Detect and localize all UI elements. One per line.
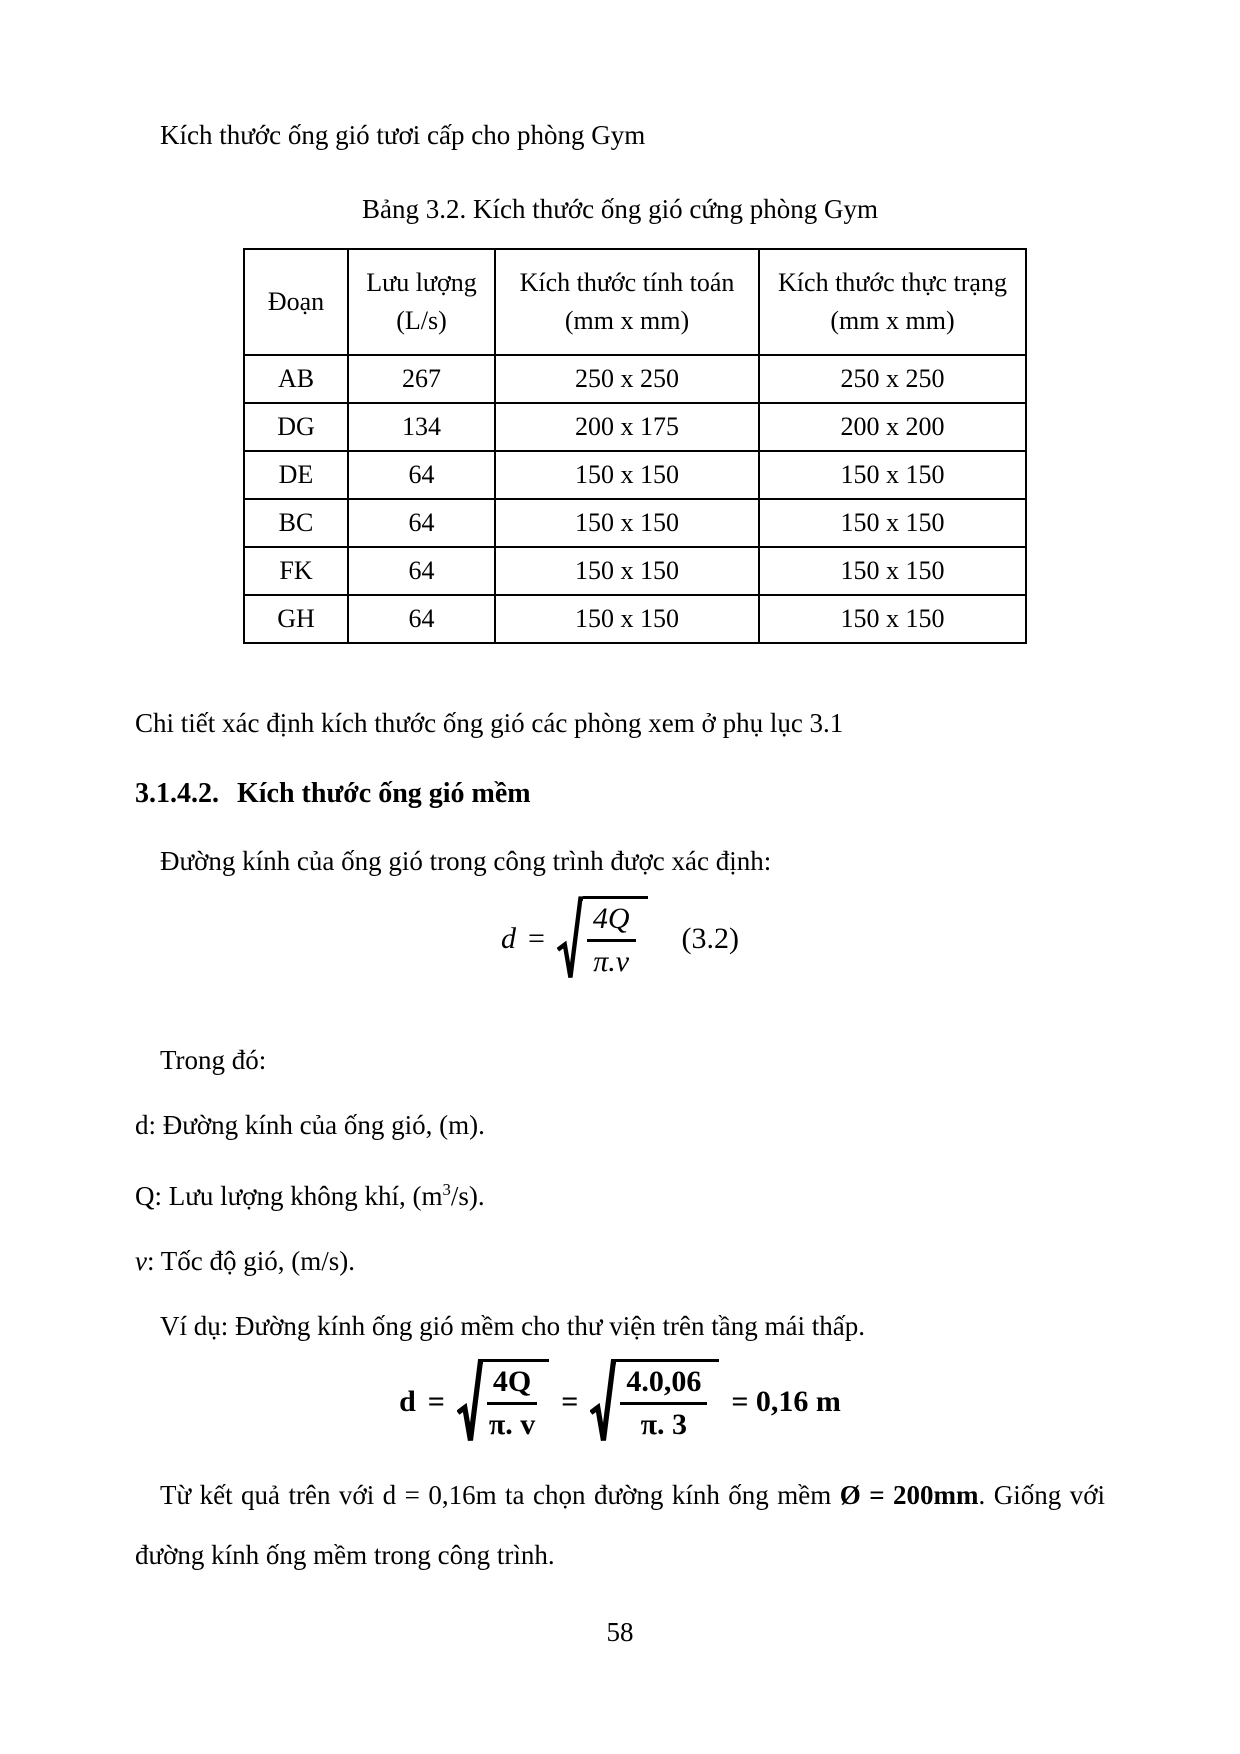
table-cell: 150 x 150 bbox=[759, 595, 1026, 643]
trong-do-label: Trong đó: bbox=[160, 1044, 267, 1075]
table-cell: BC bbox=[244, 499, 348, 547]
table-cell: AB bbox=[244, 355, 348, 403]
duct-size-table bbox=[243, 248, 1027, 644]
diameter-value: Ø = 200mm bbox=[839, 1480, 979, 1511]
table-row bbox=[244, 355, 1026, 403]
table-row bbox=[244, 499, 1026, 547]
page-number: 58 bbox=[606, 1617, 634, 1648]
table-row bbox=[244, 547, 1026, 595]
section-number: 3.1.4.2. bbox=[135, 778, 219, 809]
example-formula bbox=[135, 1359, 1105, 1446]
equals-sign: = bbox=[427, 1384, 445, 1418]
diameter-intro-text: Đường kính của ống gió trong công trình được xác định: bbox=[160, 846, 772, 876]
table-cell: 150 x 150 bbox=[495, 499, 759, 547]
conclusion-paragraph: Từ kết quả trên với d = 0,16m ta chọn đường kính ống mềm Ø = 200mm. Giống với đường kính ống mềm trong công trình. bbox=[135, 1480, 1106, 1571]
table-header-row bbox=[244, 249, 1026, 355]
section-heading bbox=[135, 776, 1105, 812]
table-cell: 150 x 150 bbox=[759, 451, 1026, 499]
header-cell-doan: Đoạn bbox=[244, 249, 348, 355]
table-cell: 150 x 150 bbox=[759, 547, 1026, 595]
table-caption: Bảng 3.2. Kích thước ống gió cứng phòng Gym bbox=[362, 194, 878, 224]
intro-text: Kích thước ống gió tươi cấp cho phòng Gym bbox=[160, 120, 646, 150]
radical-icon bbox=[557, 896, 583, 983]
table-cell: 150 x 150 bbox=[495, 595, 759, 643]
table-cell: 64 bbox=[348, 547, 495, 595]
table-cell: 267 bbox=[348, 355, 495, 403]
fraction bbox=[620, 1365, 707, 1442]
radical-icon bbox=[590, 1359, 616, 1446]
table-cell: 150 x 150 bbox=[495, 451, 759, 499]
equals-sign: = bbox=[561, 1384, 579, 1418]
table-row bbox=[244, 451, 1026, 499]
radicand bbox=[583, 896, 648, 983]
fraction-numerator: 4.0,06 bbox=[620, 1365, 707, 1405]
table-cell: 200 x 200 bbox=[759, 403, 1026, 451]
definition-d: d: Đường kính của ống gió, (m). bbox=[135, 1109, 485, 1140]
table-cell: 64 bbox=[348, 499, 495, 547]
appendix-note: Chi tiết xác định kích thước ống gió các phòng xem ở phụ lục 3.1 bbox=[135, 708, 844, 738]
header-cell-thuc-trang: Kích thước thực trạng (mm x mm) bbox=[759, 249, 1026, 355]
table-cell: GH bbox=[244, 595, 348, 643]
table-row bbox=[244, 595, 1026, 643]
table-cell: DE bbox=[244, 451, 348, 499]
fraction-denominator: π.v bbox=[593, 945, 630, 978]
table-cell: 250 x 250 bbox=[495, 355, 759, 403]
square-root bbox=[457, 1359, 549, 1446]
table-cell: FK bbox=[244, 547, 348, 595]
example-text: Ví dụ: Đường kính ống gió mềm cho thư viện trên tầng mái thấp. bbox=[160, 1310, 865, 1341]
square-root bbox=[557, 896, 648, 983]
superscript-3: 3 bbox=[442, 1179, 451, 1199]
fraction bbox=[587, 902, 636, 979]
v-variable: v bbox=[135, 1245, 147, 1276]
section-title: Kích thước ống gió mềm bbox=[237, 778, 531, 809]
table-cell: DG bbox=[244, 403, 348, 451]
square-root bbox=[590, 1359, 719, 1446]
radical-icon bbox=[457, 1359, 483, 1446]
equals-sign: = bbox=[527, 922, 545, 956]
header-cell-luu-luong: Lưu lượng (L/s) bbox=[348, 249, 495, 355]
formula-3-2 bbox=[135, 896, 1105, 983]
fraction bbox=[487, 1365, 537, 1442]
header-cell-tinh-toan: Kích thước tính toán (mm x mm) bbox=[495, 249, 759, 355]
fraction-denominator: π. v bbox=[488, 1407, 536, 1441]
table-cell: 250 x 250 bbox=[759, 355, 1026, 403]
radicand bbox=[616, 1359, 719, 1446]
formula-lhs: d bbox=[500, 922, 516, 956]
radicand bbox=[483, 1359, 549, 1446]
table-row bbox=[244, 403, 1026, 451]
table-cell: 64 bbox=[348, 451, 495, 499]
table-cell: 134 bbox=[348, 403, 495, 451]
table-cell: 150 x 150 bbox=[495, 547, 759, 595]
fraction-numerator: 4Q bbox=[487, 1365, 537, 1405]
equation-number: (3.2) bbox=[681, 922, 740, 956]
fraction-numerator: 4Q bbox=[587, 902, 636, 942]
table-cell: 64 bbox=[348, 595, 495, 643]
formula-result: = 0,16 m bbox=[731, 1384, 841, 1418]
definition-v: v: Tốc độ gió, (m/s). bbox=[135, 1245, 355, 1276]
table-cell: 200 x 175 bbox=[495, 403, 759, 451]
table-cell: 150 x 150 bbox=[759, 499, 1026, 547]
fraction-denominator: π. 3 bbox=[640, 1407, 688, 1441]
formula-lhs: d bbox=[399, 1384, 416, 1418]
definition-q: Q: Lưu lượng không khí, $(m^3/s)$. bbox=[135, 1179, 485, 1211]
